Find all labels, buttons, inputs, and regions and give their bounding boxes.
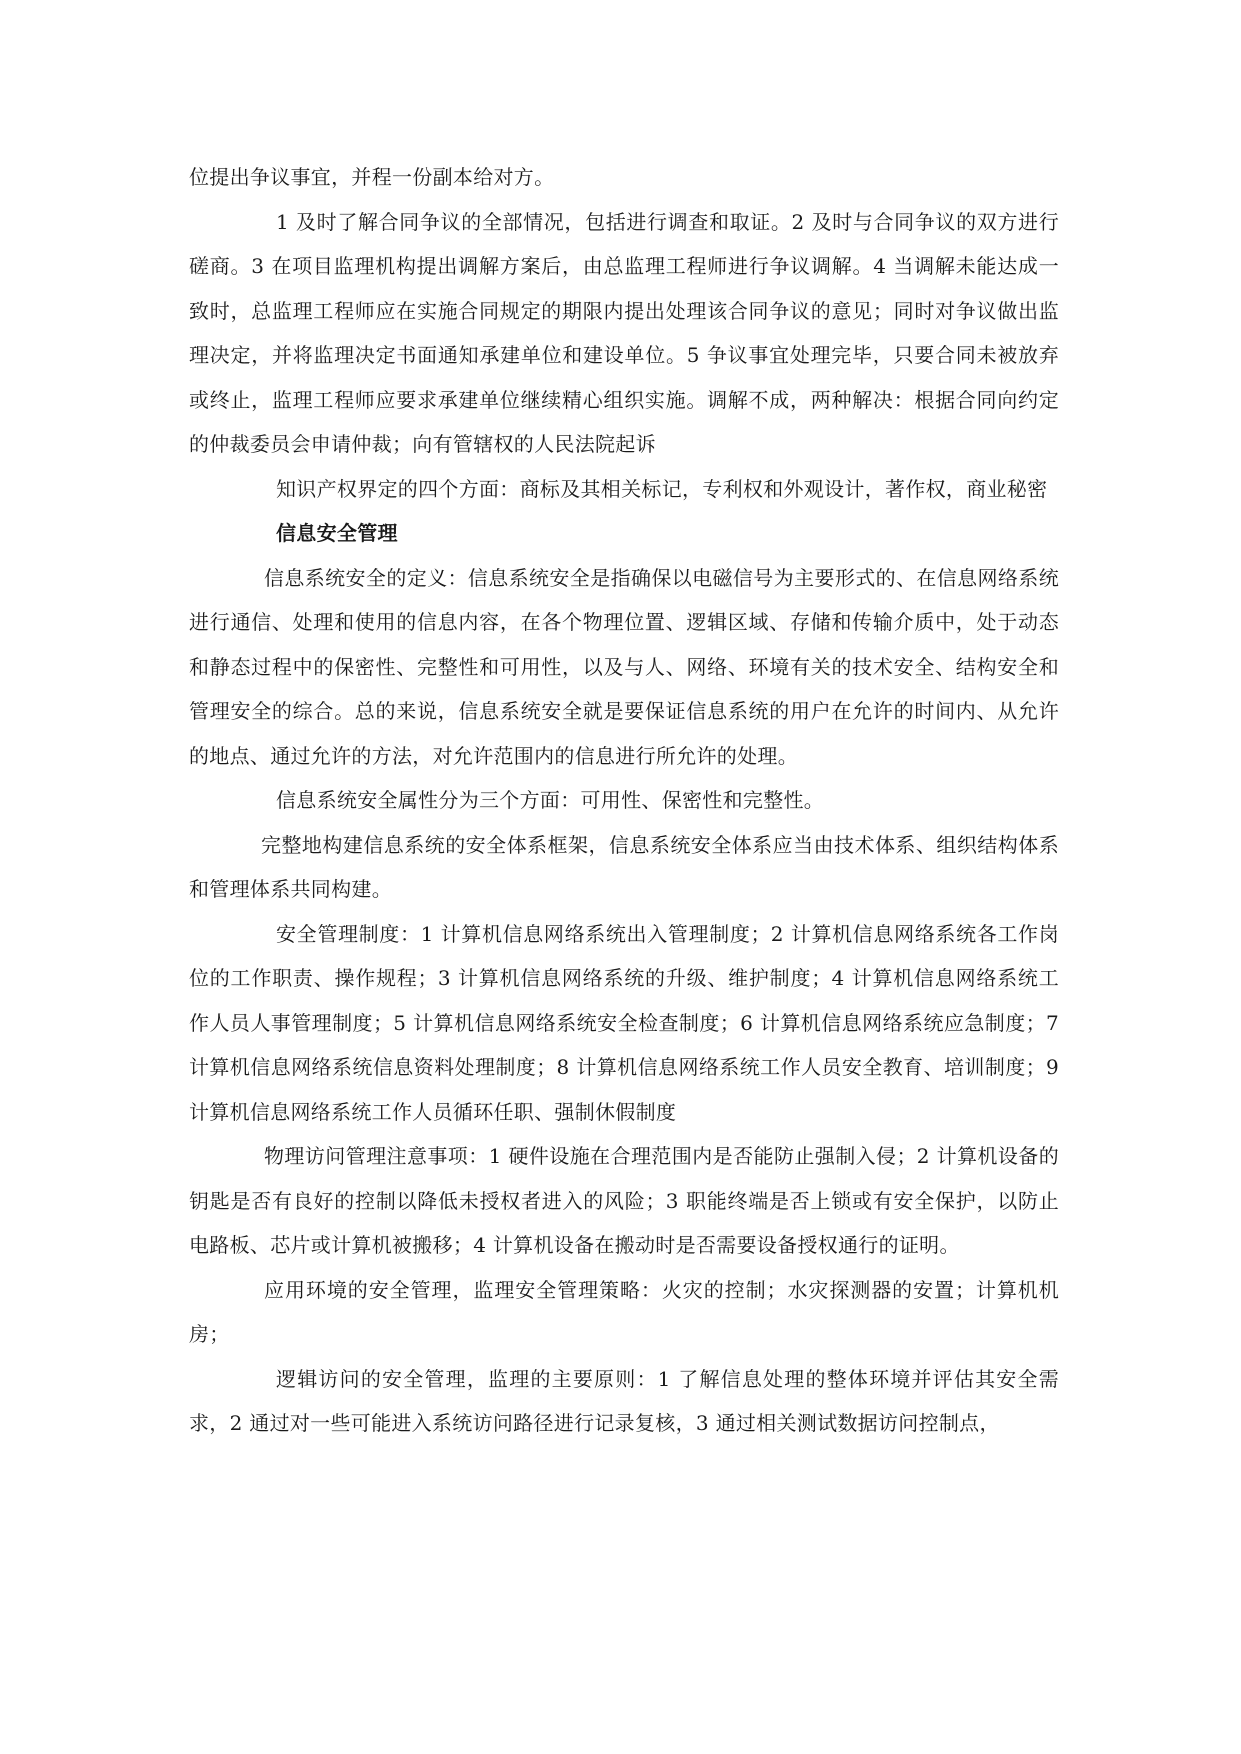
paragraph-dispute-handling-steps: 1 及时了解合同争议的全部情况，包括进行调查和取证。2 及时与合同争议的双方进行磋商。3 在项目监理机构提出调解方案后，由总监理工程师进行争议调解。4 当调解未能达成一致时，总监理工程师应在实施合同规定的期限内提出处理该合同争议的意见；同时对争议做出监理决定，并将监理决定书面通知承建单位和建设单位。5 争议事宜处理完毕，只要合同未被放弃或终止，监理工程师应要求承建单位继续精心组织实施。调解不成，两种解决：根据合同向约定的仲裁委员会申请仲裁；向有管辖权的人民法院起诉 bbox=[189, 209, 1059, 456]
paragraph-environment-security: 应用环境的安全管理，监理安全管理策略：火灾的控制；水灾探测器的安置；计算机机房； bbox=[189, 1277, 1059, 1346]
paragraph-intellectual-property: 知识产权界定的四个方面：商标及其相关标记，专利权和外观设计，著作权，商业秘密 bbox=[276, 476, 1048, 501]
paragraph-physical-access: 物理访问管理注意事项：1 硬件设施在合理范围内是否能防止强制入侵；2 计算机设备的钥匙是否有良好的控制以降低未授权者进入的风险；3 职能终端是否上锁或有安全保护，以防止电路板、芯片或计算机被搬移；4 计算机设备在搬动时是否需要设备授权通行的证明。 bbox=[189, 1144, 1059, 1257]
paragraph-security-definition: 信息系统安全的定义：信息系统安全是指确保以电磁信号为主要形式的、在信息网络系统进行通信、处理和使用的信息内容，在各个物理位置、逻辑区域、存储和传输介质中，处于动态和静态过程中的保密性、完整性和可用性，以及与人、网络、环境有关的技术安全、结构安全和管理安全的综合。总的来说，信息系统安全就是要保证信息系统的用户在允许的时间内、从允许的地点、通过允许的方法，对允许范围内的信息进行所允许的处理。 bbox=[189, 565, 1059, 768]
section-heading-information-security: 信息安全管理 bbox=[276, 521, 398, 545]
paragraph-dispute-submission: 位提出争议事宜，并程一份副本给对方。 bbox=[189, 165, 555, 189]
paragraph-security-management-rules: 安全管理制度：1 计算机信息网络系统出入管理制度；2 计算机信息网络系统各工作岗位的工作职责、操作规程；3 计算机信息网络系统的升级、维护制度；4 计算机信息网络系统工作人员人事管理制度；5 计算机信息网络系统安全检查制度；6 计算机信息网络系统应急制度；7 计算机信息网络系统信息资料处理制度；8 计算机信息网络系统工作人员安全教育、培训制度；9 计算机信息网络系统工作人员循环任职、强制休假制度 bbox=[189, 921, 1059, 1124]
paragraph-security-attributes: 信息系统安全属性分为三个方面：可用性、保密性和完整性。 bbox=[276, 788, 825, 812]
document-body bbox=[189, 155, 1059, 1446]
paragraph-security-framework: 完整地构建信息系统的安全体系框架，信息系统安全体系应当由技术体系、组织结构体系和管理体系共同构建。 bbox=[189, 832, 1059, 901]
paragraph-logical-access: 逻辑访问的安全管理，监理的主要原则：1 了解信息处理的整体环境并评估其安全需求，2 通过对一些可能进入系统访问路径进行记录复核，3 通过相关测试数据访问控制点， bbox=[189, 1366, 1059, 1435]
